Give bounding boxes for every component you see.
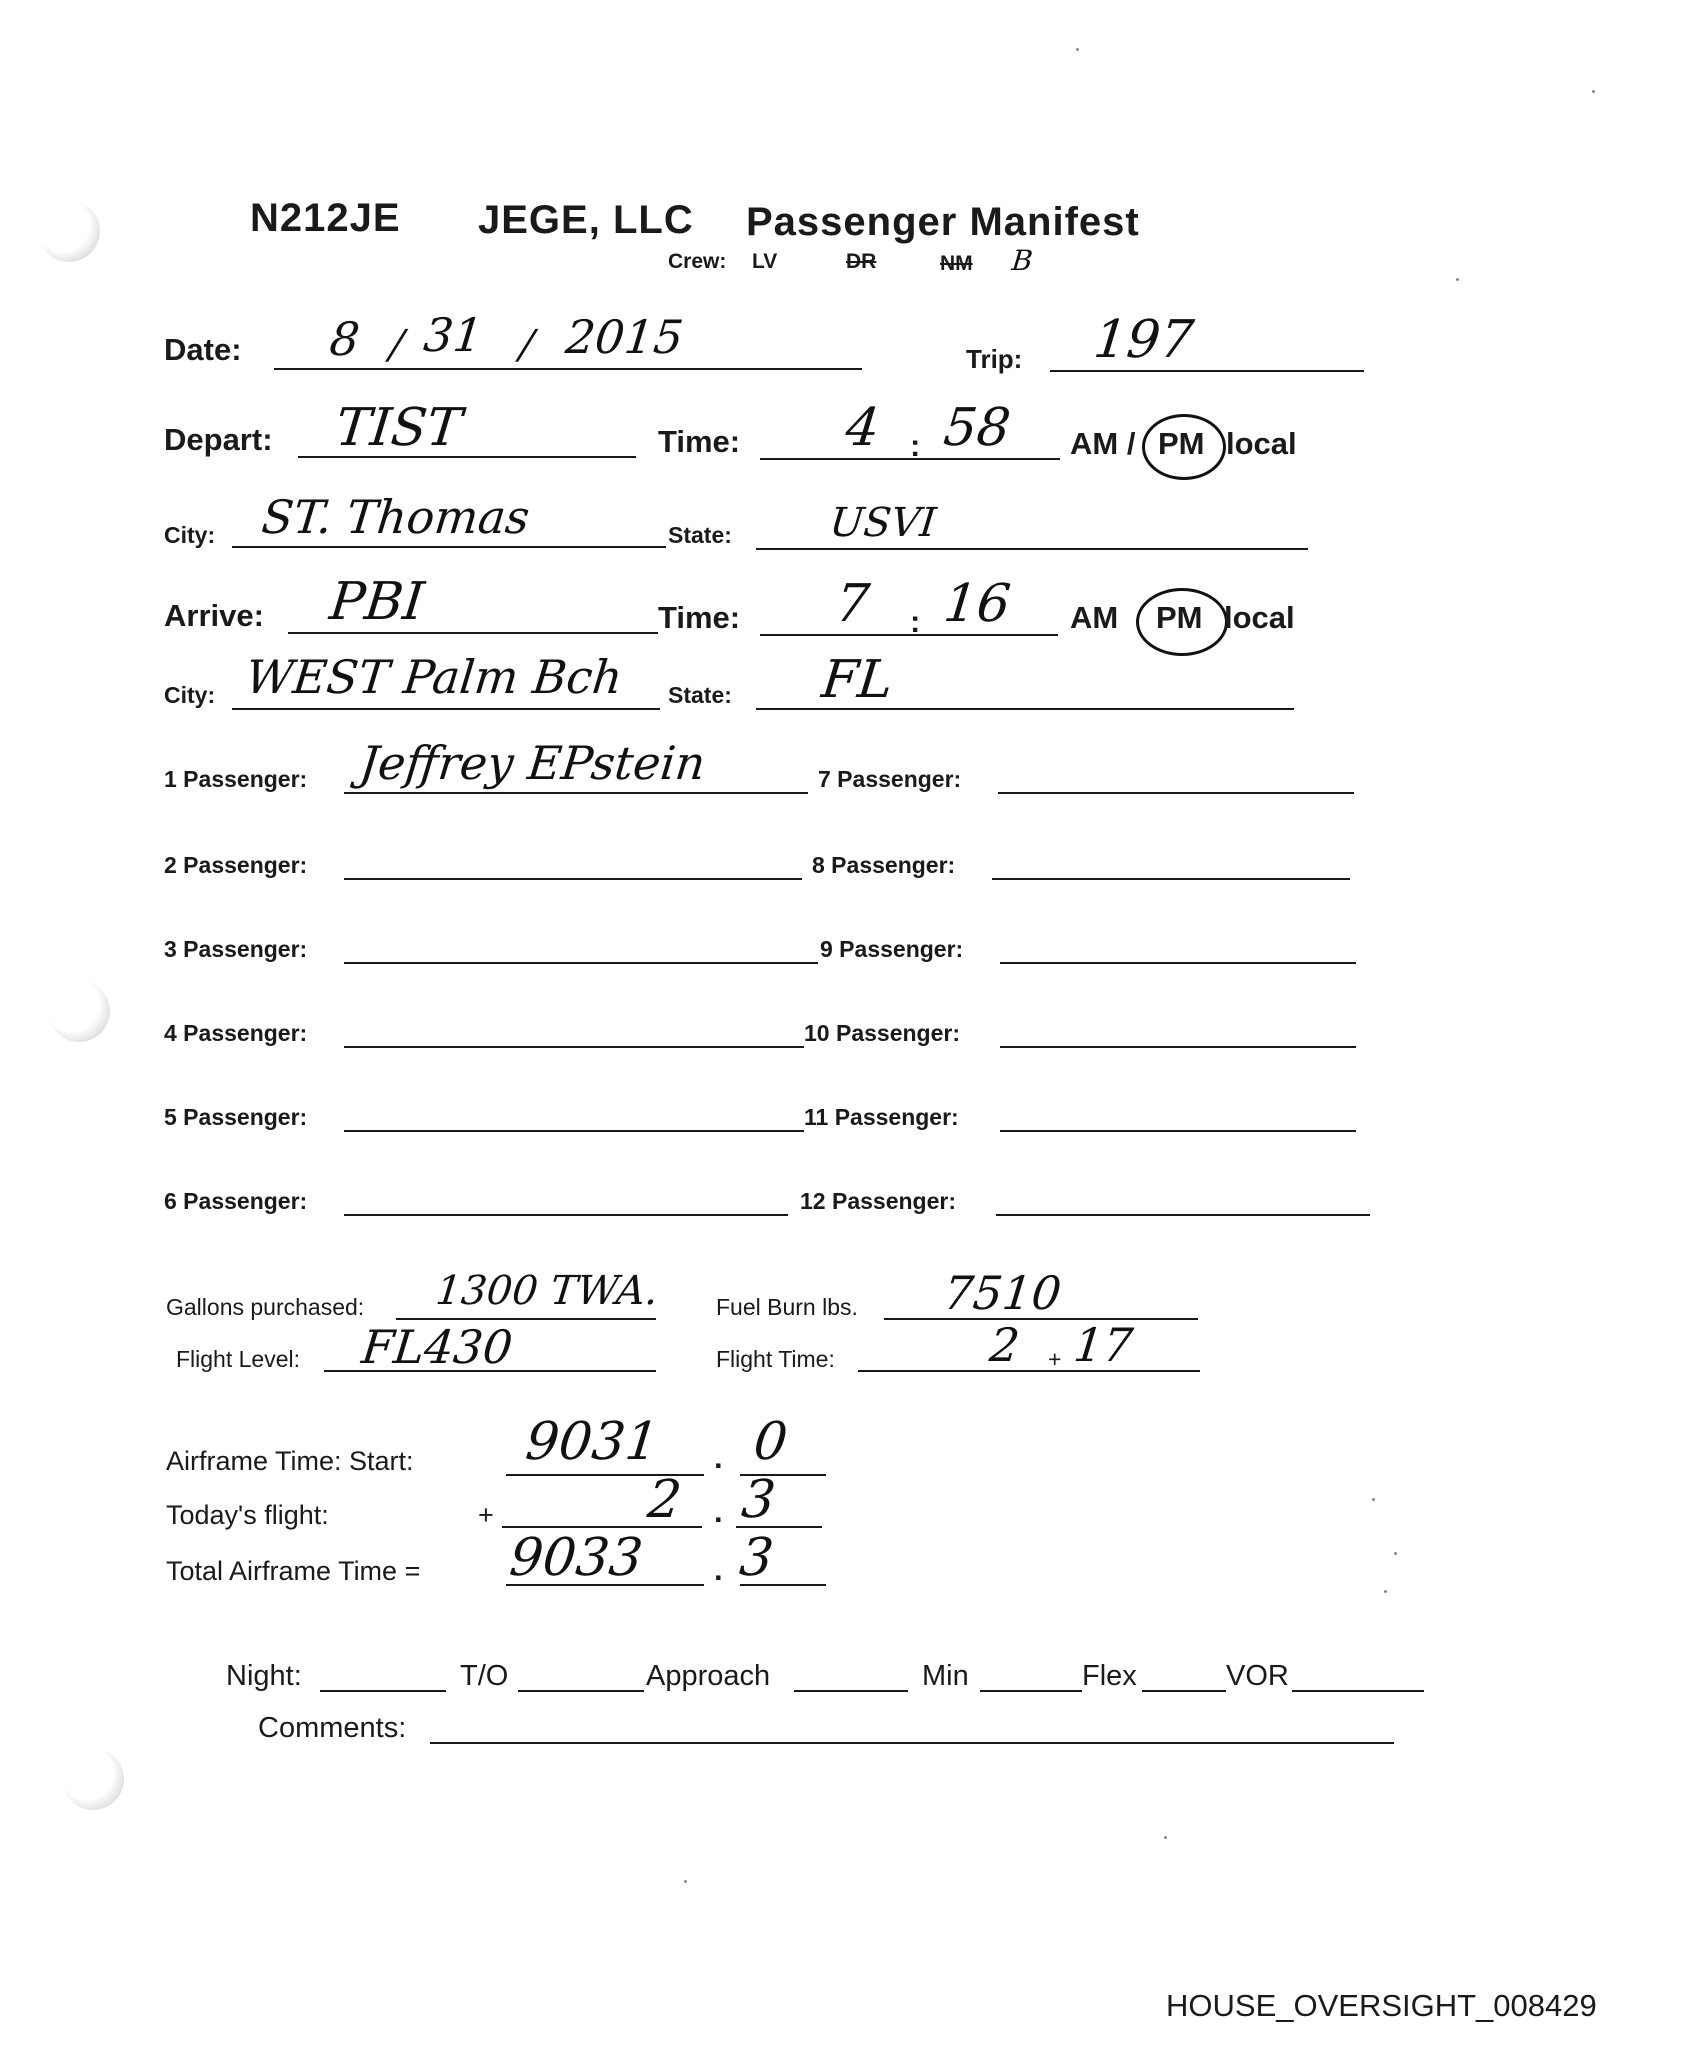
- passenger-2-label: 2 Passenger:: [164, 852, 308, 878]
- flight-time-line: [858, 1370, 1200, 1372]
- scan-speck: [1394, 1552, 1397, 1555]
- form-title: Passenger Manifest: [746, 200, 1140, 244]
- todays-flight-label: Today's flight:: [166, 1500, 329, 1530]
- arrive-hour: 7: [832, 574, 873, 634]
- passenger-8-line: [992, 878, 1350, 880]
- vor-label: VOR: [1226, 1660, 1289, 1692]
- airframe-start-whole: 9031: [522, 1412, 662, 1472]
- arrive-time-label: Time:: [658, 600, 741, 635]
- arrive-code: PBI: [326, 572, 427, 632]
- passenger-5-line: [344, 1130, 804, 1132]
- arrive-state-label: State:: [668, 682, 732, 708]
- total-airframe-label: Total Airframe Time =: [166, 1556, 421, 1586]
- todays-flight-plus: +: [478, 1500, 494, 1530]
- arrive-time-line: [760, 634, 1058, 636]
- scan-speck: [1456, 278, 1459, 281]
- binder-hole-middle: [48, 980, 110, 1042]
- night-line: [320, 1690, 446, 1692]
- total-airframe-whole: 9033: [506, 1528, 646, 1588]
- depart-state-line: [756, 548, 1308, 550]
- crew-lv: LV: [752, 250, 778, 273]
- passenger-6-line: [344, 1214, 788, 1216]
- passenger-8-label: 8 Passenger:: [812, 852, 956, 878]
- tail-number: N212JE: [250, 196, 401, 240]
- passenger-3-line: [344, 962, 818, 964]
- depart-city: ST. Thomas: [259, 490, 533, 544]
- arrive-state: FL: [818, 650, 896, 710]
- fuel-burn-value: 7510: [941, 1266, 1064, 1320]
- flight-time-plus: +: [1048, 1346, 1062, 1372]
- scan-speck: [1164, 1836, 1167, 1839]
- arrive-pm: PM: [1156, 600, 1203, 635]
- date-sep-2: /: [517, 322, 536, 368]
- depart-colon: :: [910, 428, 921, 463]
- takeoff-line: [518, 1690, 644, 1692]
- flight-time-hours: 2: [987, 1318, 1023, 1372]
- flight-time-minutes: 17: [1071, 1318, 1136, 1372]
- scan-speck: [1384, 1590, 1387, 1593]
- arrive-line: [288, 632, 658, 634]
- fuel-burn-label: Fuel Burn lbs.: [716, 1294, 858, 1320]
- depart-pm: PM: [1158, 426, 1205, 461]
- depart-code: TIST: [332, 398, 465, 458]
- binder-hole-bottom: [62, 1748, 124, 1810]
- depart-label: Depart:: [164, 422, 273, 457]
- depart-city-line: [232, 546, 666, 548]
- scan-speck: [684, 1880, 687, 1883]
- depart-time-label: Time:: [658, 424, 741, 459]
- company-name: JEGE, LLC: [478, 198, 694, 242]
- flight-level-value: FL430: [359, 1320, 516, 1374]
- airframe-start-decimal: .: [714, 1440, 723, 1475]
- flex-line: [1142, 1690, 1226, 1692]
- trip-label: Trip:: [966, 344, 1023, 374]
- flight-time-label: Flight Time:: [716, 1346, 835, 1372]
- arrive-label: Arrive:: [164, 598, 264, 633]
- passenger-12-label: 12 Passenger:: [800, 1188, 956, 1214]
- passenger-7-label: 7 Passenger:: [818, 766, 962, 792]
- passenger-7-line: [998, 792, 1354, 794]
- passenger-10-label: 10 Passenger:: [804, 1020, 960, 1046]
- passenger-12-line: [996, 1214, 1370, 1216]
- trip-number: 197: [1090, 310, 1197, 370]
- crew-dr-struck: DR: [846, 250, 877, 273]
- takeoff-label: T/O: [460, 1660, 509, 1692]
- comments-label: Comments:: [258, 1712, 407, 1744]
- crew-b-handwritten: B: [1010, 244, 1035, 277]
- passenger-10-line: [1000, 1046, 1356, 1048]
- depart-city-label: City:: [164, 522, 216, 548]
- crew-label: Crew:: [668, 250, 727, 273]
- total-airframe-tenth: 3: [736, 1528, 777, 1588]
- flight-level-label: Flight Level:: [176, 1346, 301, 1372]
- flex-label: Flex: [1082, 1660, 1137, 1692]
- depart-minute: 58: [940, 398, 1014, 458]
- passenger-11-label: 11 Passenger:: [804, 1104, 959, 1130]
- binder-hole-top: [38, 200, 100, 262]
- total-airframe-decimal: .: [714, 1552, 723, 1587]
- gallons-value: 1300 TWA.: [433, 1268, 661, 1314]
- arrive-local: local: [1224, 600, 1295, 635]
- approach-line: [794, 1690, 908, 1692]
- passenger-1-label: 1 Passenger:: [164, 766, 308, 792]
- scan-speck: [1372, 1498, 1375, 1501]
- todays-flight-tenth: 3: [738, 1470, 779, 1530]
- todays-flight-decimal: .: [714, 1494, 723, 1529]
- approach-label: Approach: [646, 1660, 771, 1692]
- scan-speck: [1592, 90, 1595, 93]
- passenger-4-label: 4 Passenger:: [164, 1020, 308, 1046]
- todays-flight-whole: 2: [644, 1470, 685, 1530]
- date-year: 2015: [563, 310, 686, 364]
- depart-am: AM /: [1070, 426, 1136, 461]
- arrive-am: AM: [1070, 600, 1119, 635]
- passenger-2-line: [344, 878, 802, 880]
- passenger-11-line: [1000, 1130, 1356, 1132]
- min-line: [980, 1690, 1082, 1692]
- arrive-colon: :: [910, 604, 921, 639]
- crew-nm-struck: NM: [940, 252, 973, 275]
- date-day: 31: [421, 308, 486, 362]
- depart-hour: 4: [842, 398, 883, 458]
- depart-local: local: [1226, 426, 1297, 461]
- date-sep-1: /: [387, 322, 406, 368]
- depart-state: USVI: [827, 500, 939, 546]
- airframe-start-tenth: 0: [750, 1412, 791, 1472]
- passenger-5-label: 5 Passenger:: [164, 1104, 308, 1130]
- passenger-1-name: Jeffrey EPstein: [357, 736, 708, 790]
- date-label: Date:: [164, 332, 242, 367]
- date-month: 8: [327, 312, 363, 366]
- passenger-3-label: 3 Passenger:: [164, 936, 308, 962]
- night-label: Night:: [226, 1660, 302, 1692]
- arrive-city-label: City:: [164, 682, 216, 708]
- arrive-city: WEST Palm Bch: [243, 650, 625, 704]
- scan-speck: [1076, 48, 1079, 51]
- arrive-city-line: [232, 708, 660, 710]
- bates-number: HOUSE_OVERSIGHT_008429: [1166, 1988, 1597, 2023]
- passenger-1-line: [344, 792, 808, 794]
- passenger-6-label: 6 Passenger:: [164, 1188, 308, 1214]
- vor-line: [1292, 1690, 1424, 1692]
- comments-line: [430, 1742, 1394, 1744]
- date-line: [274, 368, 862, 370]
- gallons-label: Gallons purchased:: [166, 1294, 365, 1320]
- min-label: Min: [922, 1660, 969, 1692]
- passenger-9-label: 9 Passenger:: [820, 936, 964, 962]
- depart-state-label: State:: [668, 522, 732, 548]
- arrive-minute: 16: [940, 574, 1014, 634]
- passenger-9-line: [1000, 962, 1356, 964]
- airframe-start-label: Airframe Time: Start:: [166, 1446, 414, 1476]
- passenger-4-line: [344, 1046, 804, 1048]
- trip-line: [1050, 370, 1364, 372]
